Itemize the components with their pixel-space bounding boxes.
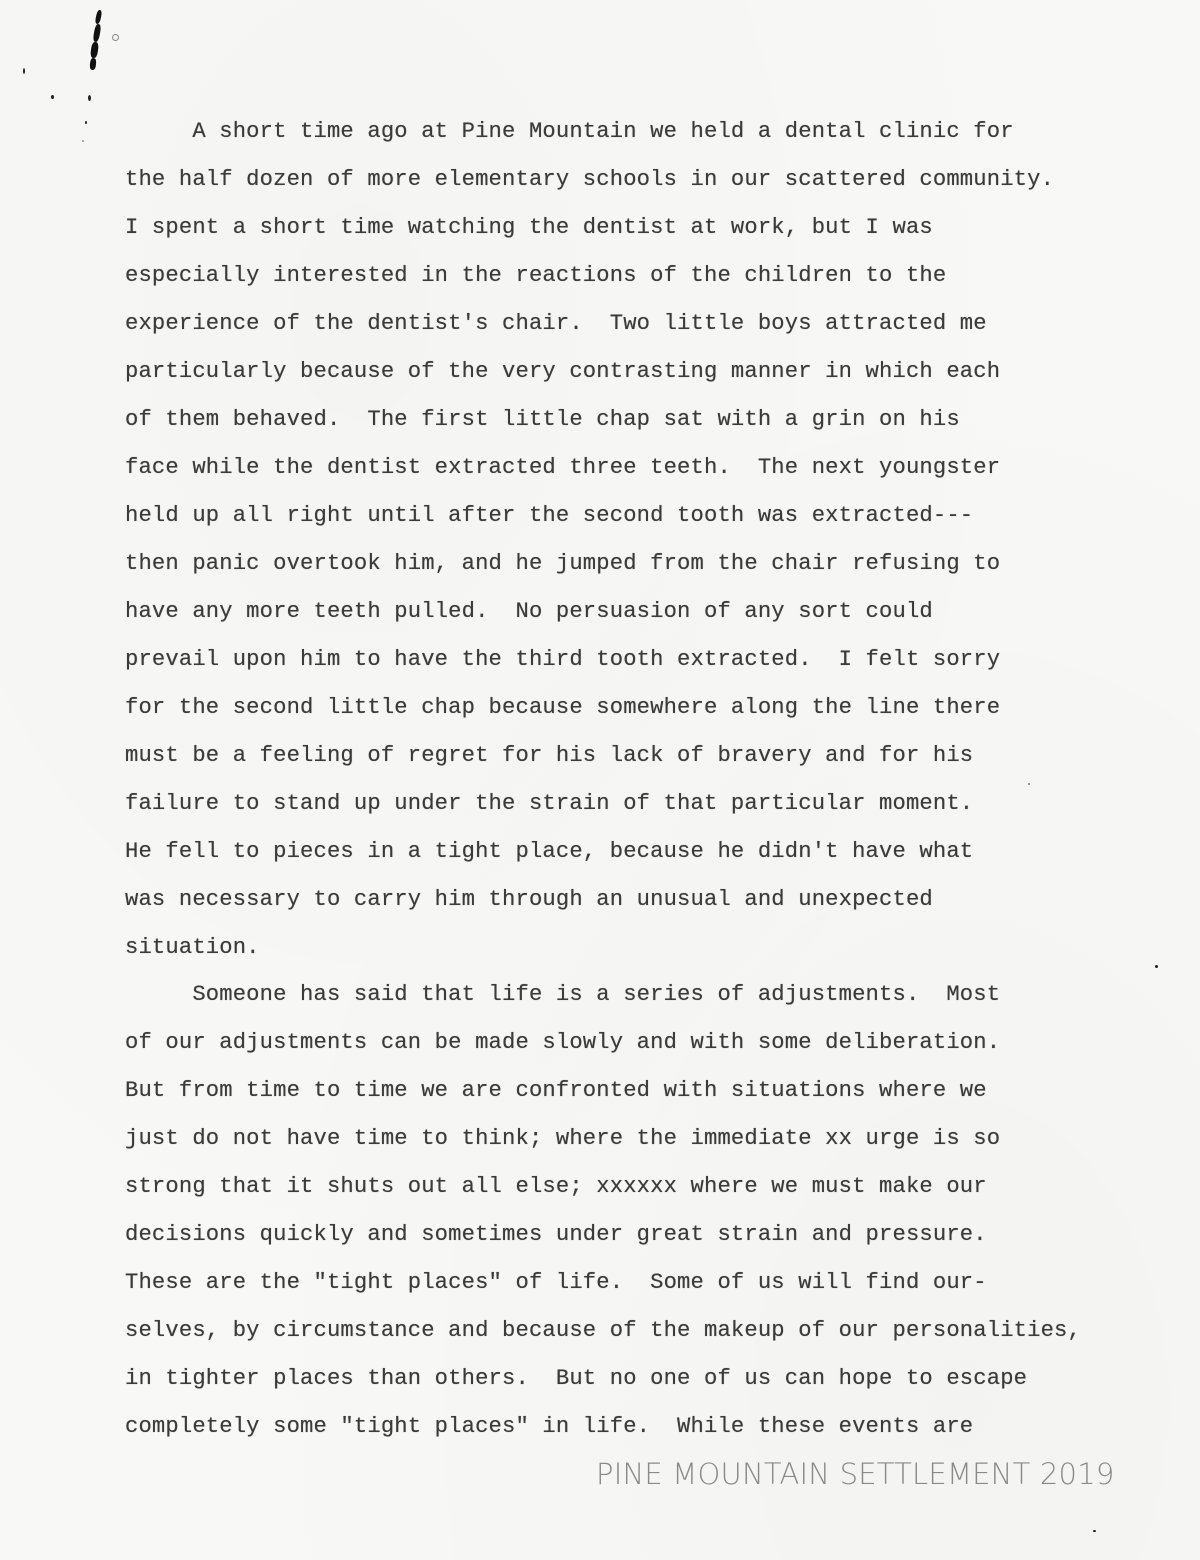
text-line: of them behaved. The first little chap sat with a grin on his bbox=[125, 407, 960, 432]
text-line: These are the "tight places" of life. Some of us will find our- bbox=[125, 1270, 987, 1295]
watermark: PINE MOUNTAIN SETTLEMENT 2019 bbox=[596, 1457, 1115, 1491]
text-line: for the second little chap because somewhere along the line there bbox=[125, 695, 1001, 720]
text-line: He fell to pieces in a tight place, because he didn't have what bbox=[125, 839, 974, 864]
text-line: Someone has said that life is a series of adjustments. Most bbox=[125, 982, 1001, 1007]
scan-speck bbox=[1028, 783, 1030, 785]
scan-speck bbox=[1155, 965, 1158, 968]
text-line: then panic overtook him, and he jumped from the chair refusing to bbox=[125, 551, 1001, 576]
text-line: just do not have time to think; where the immediate xx urge is so bbox=[125, 1126, 1001, 1151]
text-line: in tighter places than others. But no one of us can hope to escape bbox=[125, 1366, 1028, 1391]
text-line: especially interested in the reactions of the children to the bbox=[125, 263, 947, 288]
text-line: decisions quickly and sometimes under great strain and pressure. bbox=[125, 1222, 987, 1247]
text-line: face while the dentist extracted three teeth. The next youngster bbox=[125, 455, 1001, 480]
text-line: strong that it shuts out all else; xxxxxx where we must make our bbox=[125, 1174, 987, 1199]
text-line: experience of the dentist's chair. Two little boys attracted me bbox=[125, 311, 987, 336]
text-line: of our adjustments can be made slowly and with some deliberation. bbox=[125, 1030, 1001, 1055]
text-line: failure to stand up under the strain of that particular moment. bbox=[125, 791, 974, 816]
text-line: have any more teeth pulled. No persuasion of any sort could bbox=[125, 599, 933, 624]
text-line: prevail upon him to have the third tooth extracted. I felt sorry bbox=[125, 647, 1001, 672]
text-line: particularly because of the very contrasting manner in which each bbox=[125, 359, 1001, 384]
text-line: must be a feeling of regret for his lack of bravery and for his bbox=[125, 743, 974, 768]
text-line: was necessary to carry him through an unusual and unexpected bbox=[125, 887, 933, 912]
text-line: But from time to time we are confronted with situations where we bbox=[125, 1078, 987, 1103]
text-line: selves, by circumstance and because of the makeup of our personalities, bbox=[125, 1318, 1081, 1343]
text-line: completely some "tight places" in life. While these events are bbox=[125, 1414, 974, 1439]
text-line: the half dozen of more elementary schools in our scattered community. bbox=[125, 167, 1055, 192]
text-line: held up all right until after the second tooth was extracted--- bbox=[125, 503, 974, 528]
paragraph-2 bbox=[125, 971, 1185, 1451]
text-line: I spent a short time watching the dentist at work, but I was bbox=[125, 215, 933, 240]
paragraph-1 bbox=[125, 108, 1185, 972]
scan-speck bbox=[1093, 1530, 1096, 1532]
text-line: situation. bbox=[125, 935, 260, 960]
text-line: A short time ago at Pine Mountain we held a dental clinic for bbox=[125, 119, 1014, 144]
